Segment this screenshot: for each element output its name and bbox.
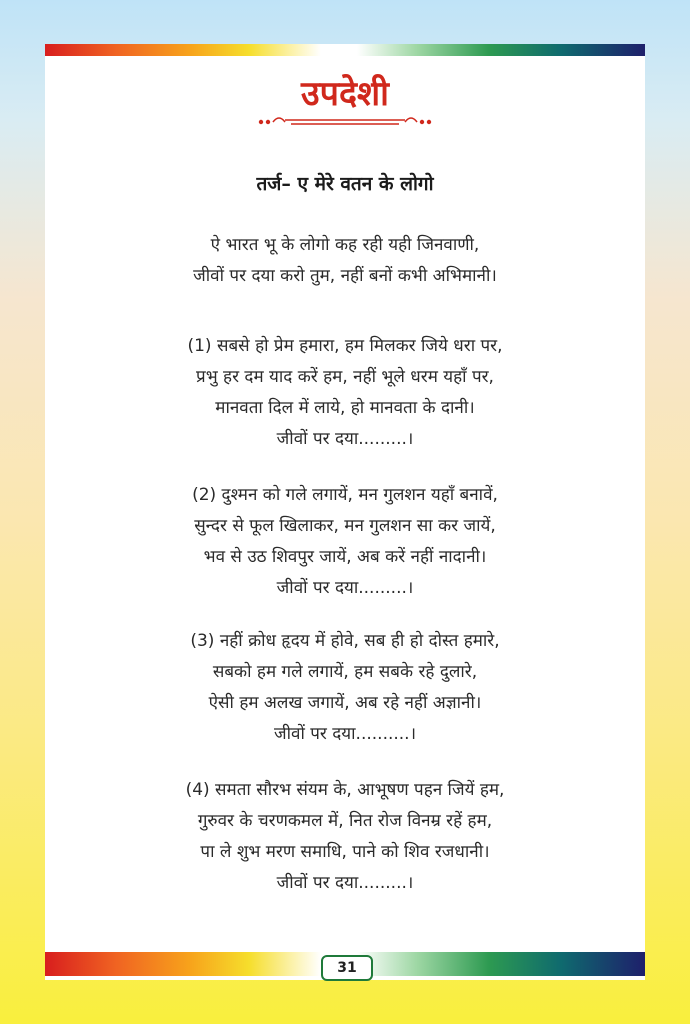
- stanza-2: [45, 480, 645, 604]
- stanza-line: प्रभु हर दम याद करें हम, नहीं भूले धरम यहाँ पर,: [196, 367, 494, 387]
- chorus-line: ऐ भारत भू के लोगो कह रही यही जिनवाणी,: [210, 235, 480, 255]
- stanza-line: सबको हम गले लगायें, हम सबके रहे दुलारे,: [212, 662, 478, 682]
- page-number: 31: [321, 955, 373, 981]
- stanza-line: (2) दुश्मन को गले लगायें, मन गुलशन यहाँ बनावें,: [192, 485, 498, 505]
- book-page: [45, 44, 645, 980]
- stanza-1: [45, 331, 645, 455]
- stanza-line: ऐसी हम अलख जगायें, अब रहे नहीं अज्ञानी।: [208, 693, 482, 713]
- refrain-line: जीवों पर दया.........।: [276, 873, 414, 893]
- stanza-line: (4) समता सौरभ संयम के, आभूषण पहन जियें हम,: [185, 780, 505, 800]
- chorus-line: जीवों पर दया करो तुम, नहीं बनों कभी अभिमानी।: [193, 266, 497, 286]
- stanza-line: गुरुवर के चरणकमल में, नित रोज विनम्र रहें हम,: [197, 811, 493, 831]
- refrain-line: जीवों पर दया.........।: [276, 578, 414, 598]
- stanza-line: मानवता दिल में लाये, हो मानवता के दानी।: [215, 398, 475, 418]
- stanza-line: (3) नहीं क्रोध हृदय में होवे, सब ही हो दोस्त हमारे,: [190, 631, 500, 651]
- refrain-line: जीवों पर दया.........।: [276, 429, 414, 449]
- stanza-line: सुन्दर से फूल खिलाकर, मन गुलशन सा कर जायें,: [194, 516, 496, 536]
- top-color-bar: [45, 44, 645, 56]
- page-title: उपदेशी: [301, 74, 389, 114]
- stanza-4: [45, 775, 645, 899]
- tune-heading: तर्ज– ए मेरे वतन के लोगो: [256, 173, 434, 195]
- chorus: [45, 230, 645, 292]
- title-ornament: [255, 114, 435, 130]
- stanza-line: (1) सबसे हो प्रेम हमारा, हम मिलकर जिये धरा पर,: [187, 336, 503, 356]
- stanza-line: भव से उठ शिवपुर जायें, अब करें नहीं नादानी।: [203, 547, 487, 567]
- stanza-3: [45, 626, 645, 750]
- refrain-line: जीवों पर दया..........।: [273, 724, 417, 744]
- stanza-line: पा ले शुभ मरण समाधि, पाने को शिव रजधानी।: [200, 842, 490, 862]
